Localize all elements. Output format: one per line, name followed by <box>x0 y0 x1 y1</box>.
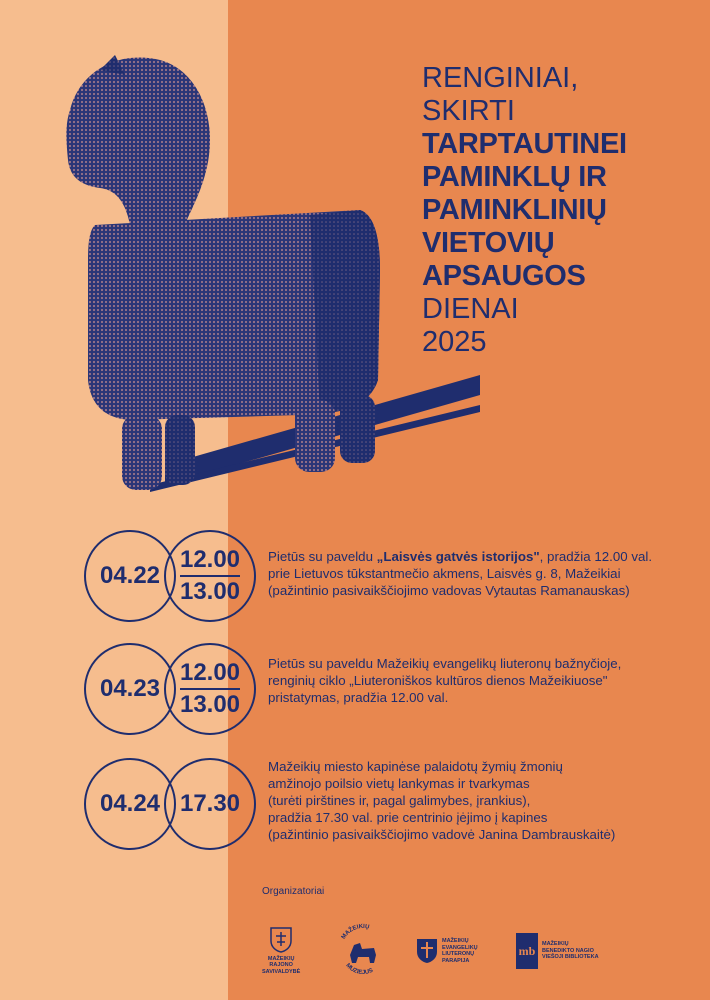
library-mark-icon <box>516 933 538 969</box>
logo4-line3: VIEŠOJI BIBLIOTEKA <box>542 954 599 961</box>
parish-shield-icon <box>416 938 438 964</box>
logo3-line4: PARAPIJA <box>442 957 470 964</box>
title-bold-1: TARPTAUTINEI <box>422 128 627 160</box>
event-1-description <box>268 548 708 599</box>
coat-of-arms-icon <box>270 927 292 953</box>
logo3-line2: EVANGELIKŲ <box>442 944 478 951</box>
title-bold-4: VIETOVIŲ <box>422 227 555 259</box>
logo2-arc-bottom: MUZIEJUS <box>344 962 375 977</box>
event-1-date: 04.22 <box>99 562 161 589</box>
event-2-date: 04.23 <box>99 675 161 702</box>
event-2-time-end: 13.00 <box>179 691 241 718</box>
title-line-renginiai: RENGINIAI, <box>422 62 579 94</box>
event-3-time-circle <box>164 758 256 850</box>
event-3-date-circle <box>84 758 176 850</box>
title-bold-5: APSAUGOS <box>422 260 586 292</box>
wooden-horse-illustration <box>40 40 480 510</box>
title-line-skirti: SKIRTI <box>422 95 515 127</box>
event-1-desc-bold: „Laisvės gatvės istorijos" <box>376 549 540 564</box>
event-3-desc-line1: Mažeikių miesto kapinėse palaidotų žymių žmonių <box>268 759 563 774</box>
logo1-line1: MAŽEIKIŲ <box>267 955 295 962</box>
logo4-line1: MAŽEIKIŲ <box>542 941 569 948</box>
event-2-time-circle <box>164 643 256 735</box>
logo3-line1: MAŽEIKIŲ <box>442 938 469 944</box>
event-2-time-start: 12.00 <box>180 660 240 690</box>
event-2-desc-line1: Pietūs su paveldu Mažeikių evangelikų liuteronų bažnyčioje, <box>268 656 622 671</box>
logo3-line3: LIUTERONŲ <box>442 951 475 957</box>
logo-library <box>516 916 599 986</box>
logo1-line2: RAJONO <box>269 962 293 969</box>
logo-parish <box>416 916 478 986</box>
logo-museum <box>334 916 392 986</box>
event-2-desc-line2: renginių ciklo „Liuteroniškos kultūros dienos Mažeikiuose" <box>268 673 608 688</box>
event-3-desc-line4: pradžia 17.30 val. prie centrinio įėjimo į kapines <box>268 810 548 825</box>
event-3-desc-line5: (pažintinio pasivaikščiojimo vadovė Janina Dambrauskaitė) <box>268 827 616 842</box>
logo-municipality <box>262 916 300 986</box>
event-1-desc-line3: (pažintinio pasivaikščiojimo vadovas Vytautas Ramanauskas) <box>268 583 630 598</box>
event-2-description <box>268 655 708 706</box>
svg-text:MUZIEJUS <box>344 963 374 976</box>
event-1-desc-prefix: Pietūs su paveldu <box>268 549 377 564</box>
title-year: 2025 <box>422 326 487 358</box>
museum-horse-logo-icon <box>334 919 392 983</box>
svg-text:MAŽEIKIŲ <box>341 924 370 941</box>
logo4-line2: BENEDIKTO NAGIO <box>542 947 594 954</box>
event-1-time-start: 12.00 <box>180 547 240 577</box>
event-3-time: 17.30 <box>179 790 241 817</box>
logo1-line3: SAVIVALDYBĖ <box>262 968 301 975</box>
event-3-desc-line3: (turėti pirštines ir, pagal galimybes, įrankius), <box>268 793 531 808</box>
event-3-date: 04.24 <box>99 790 161 817</box>
title-bold-3: PAMINKLINIŲ <box>422 194 607 226</box>
logo2-arc-top: MAŽEIKIŲ <box>340 923 370 941</box>
title-bold-2: PAMINKLŲ IR <box>422 161 607 193</box>
event-2-date-circle <box>84 643 176 735</box>
poster-title <box>422 62 702 359</box>
event-3-description <box>268 758 708 843</box>
title-line-dienai: DIENAI <box>422 293 519 325</box>
event-1-desc-line2: prie Lietuvos tūkstantmečio akmens, Laisvės g. 8, Mažeikiai <box>268 566 621 581</box>
event-1-desc-rest: , pradžia 12.00 val. <box>539 549 653 564</box>
event-1-time-circle <box>164 530 256 622</box>
event-2-desc-line3: pristatymas, pradžia 12.00 val. <box>268 690 449 705</box>
library-mark-text: mb <box>518 943 536 958</box>
event-1-date-circle <box>84 530 176 622</box>
event-3-desc-line2: amžinojo poilsio vietų lankymas ir tvarkymas <box>268 776 530 791</box>
organizers-label: Organizatoriai <box>262 886 325 897</box>
event-1-time-end: 13.00 <box>179 578 241 605</box>
